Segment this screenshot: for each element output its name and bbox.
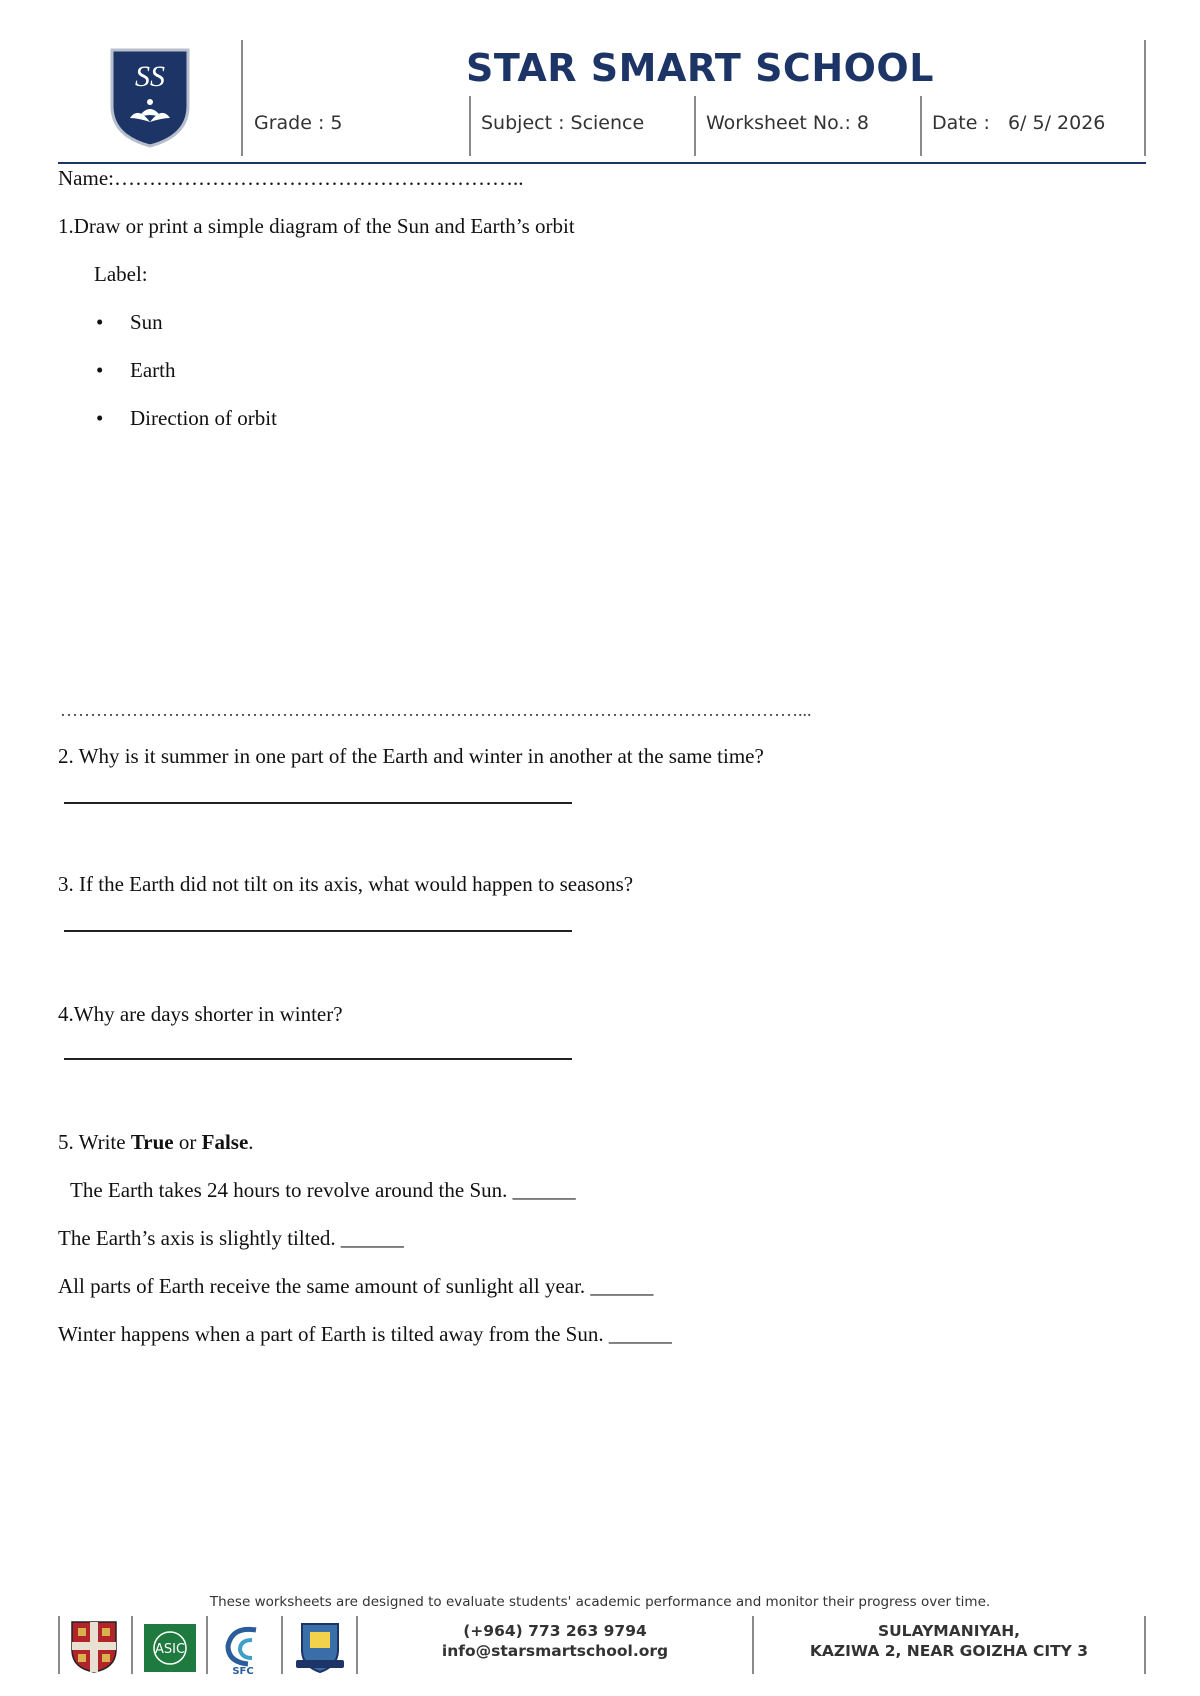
footer-phone: (+964) 773 263 9794 [463,1622,647,1640]
question-2: 2. Why is it summer in one part of the Earth and winter in another at the same time? [58,744,764,768]
footer-note: These worksheets are designed to evaluate students' academic performance and monitor their progress over time. [209,1594,991,1610]
asic-logo [144,1624,196,1677]
true-false-statement[interactable]: The Earth’s axis is slightly tilted. ______ [58,1226,404,1250]
question-5 [58,1130,254,1155]
true-false-statement[interactable]: The Earth takes 24 hours to revolve around the Sun. ______ [70,1178,576,1202]
academy-shield-logo [292,1620,348,1681]
q1-label-item: • Direction of orbit [130,406,277,431]
school-name: STAR SMART SCHOOL [466,46,934,90]
sfc-logo [218,1620,268,1681]
q5-prefix: 5. Write [58,1130,131,1154]
date-field: Date : 6/ 5/ 2026 [932,112,1106,134]
answer-line-q2[interactable] [64,802,572,804]
dotted-separator: ……………………………………………………………………………………………………………... [60,700,812,720]
footer-email[interactable]: info@starsmartschool.org [441,1642,669,1660]
true-false-statement[interactable]: Winter happens when a part of Earth is tilted away from the Sun. ______ [58,1322,672,1346]
grade-field: Grade : 5 [254,112,343,134]
footer-address-line-1: SULAYMANIYAH, [877,1622,1021,1640]
header-divider [241,40,243,156]
q1-label-item: • Earth [130,358,175,383]
subject-field: Subject : Science [481,112,645,134]
name-line[interactable]: Name:………………………………………………….. [58,166,524,190]
logo-monogram: SS [135,60,165,93]
q5-true-word: True [130,1130,174,1154]
question-1: 1.Draw or print a simple diagram of the Sun and Earth’s orbit [58,214,575,238]
header-divider [694,96,696,156]
true-false-statement[interactable]: All parts of Earth receive the same amount of sunlight all year. ______ [58,1274,654,1298]
header-rule [58,162,1146,164]
header-divider [920,96,922,156]
answer-line-q3[interactable] [64,930,572,932]
cambridge-crest-logo [70,1620,118,1679]
question-3: 3. If the Earth did not tilt on its axis, what would happen to seasons? [58,872,634,896]
header-divider [1144,40,1146,156]
sfc-logo-text: SFC [232,1666,254,1676]
q5-false-word: False [201,1130,249,1154]
footer-divider [1144,1616,1146,1674]
footer-divider [752,1616,754,1674]
q5-suffix: . [248,1130,254,1154]
answer-line-q4[interactable] [64,1058,572,1060]
asic-logo-text: ASIC [154,1642,186,1657]
footer-divider [281,1616,283,1674]
header-divider [469,96,471,156]
q1-label-item: • Sun [130,310,163,335]
school-logo [108,44,192,148]
footer-divider [206,1616,208,1674]
q5-or-word: or [173,1130,202,1154]
diagram-drawing-area[interactable] [58,450,1146,690]
footer-address-line-2: KAZIWA 2, NEAR GOIZHA CITY 3 [809,1642,1089,1660]
q1-label-heading: Label: [94,262,148,286]
worksheet-number-field: Worksheet No.: 8 [706,112,869,134]
footer-divider [356,1616,358,1674]
footer-divider [58,1616,60,1674]
footer-divider [131,1616,133,1674]
question-4: 4.Why are days shorter in winter? [58,1002,343,1026]
